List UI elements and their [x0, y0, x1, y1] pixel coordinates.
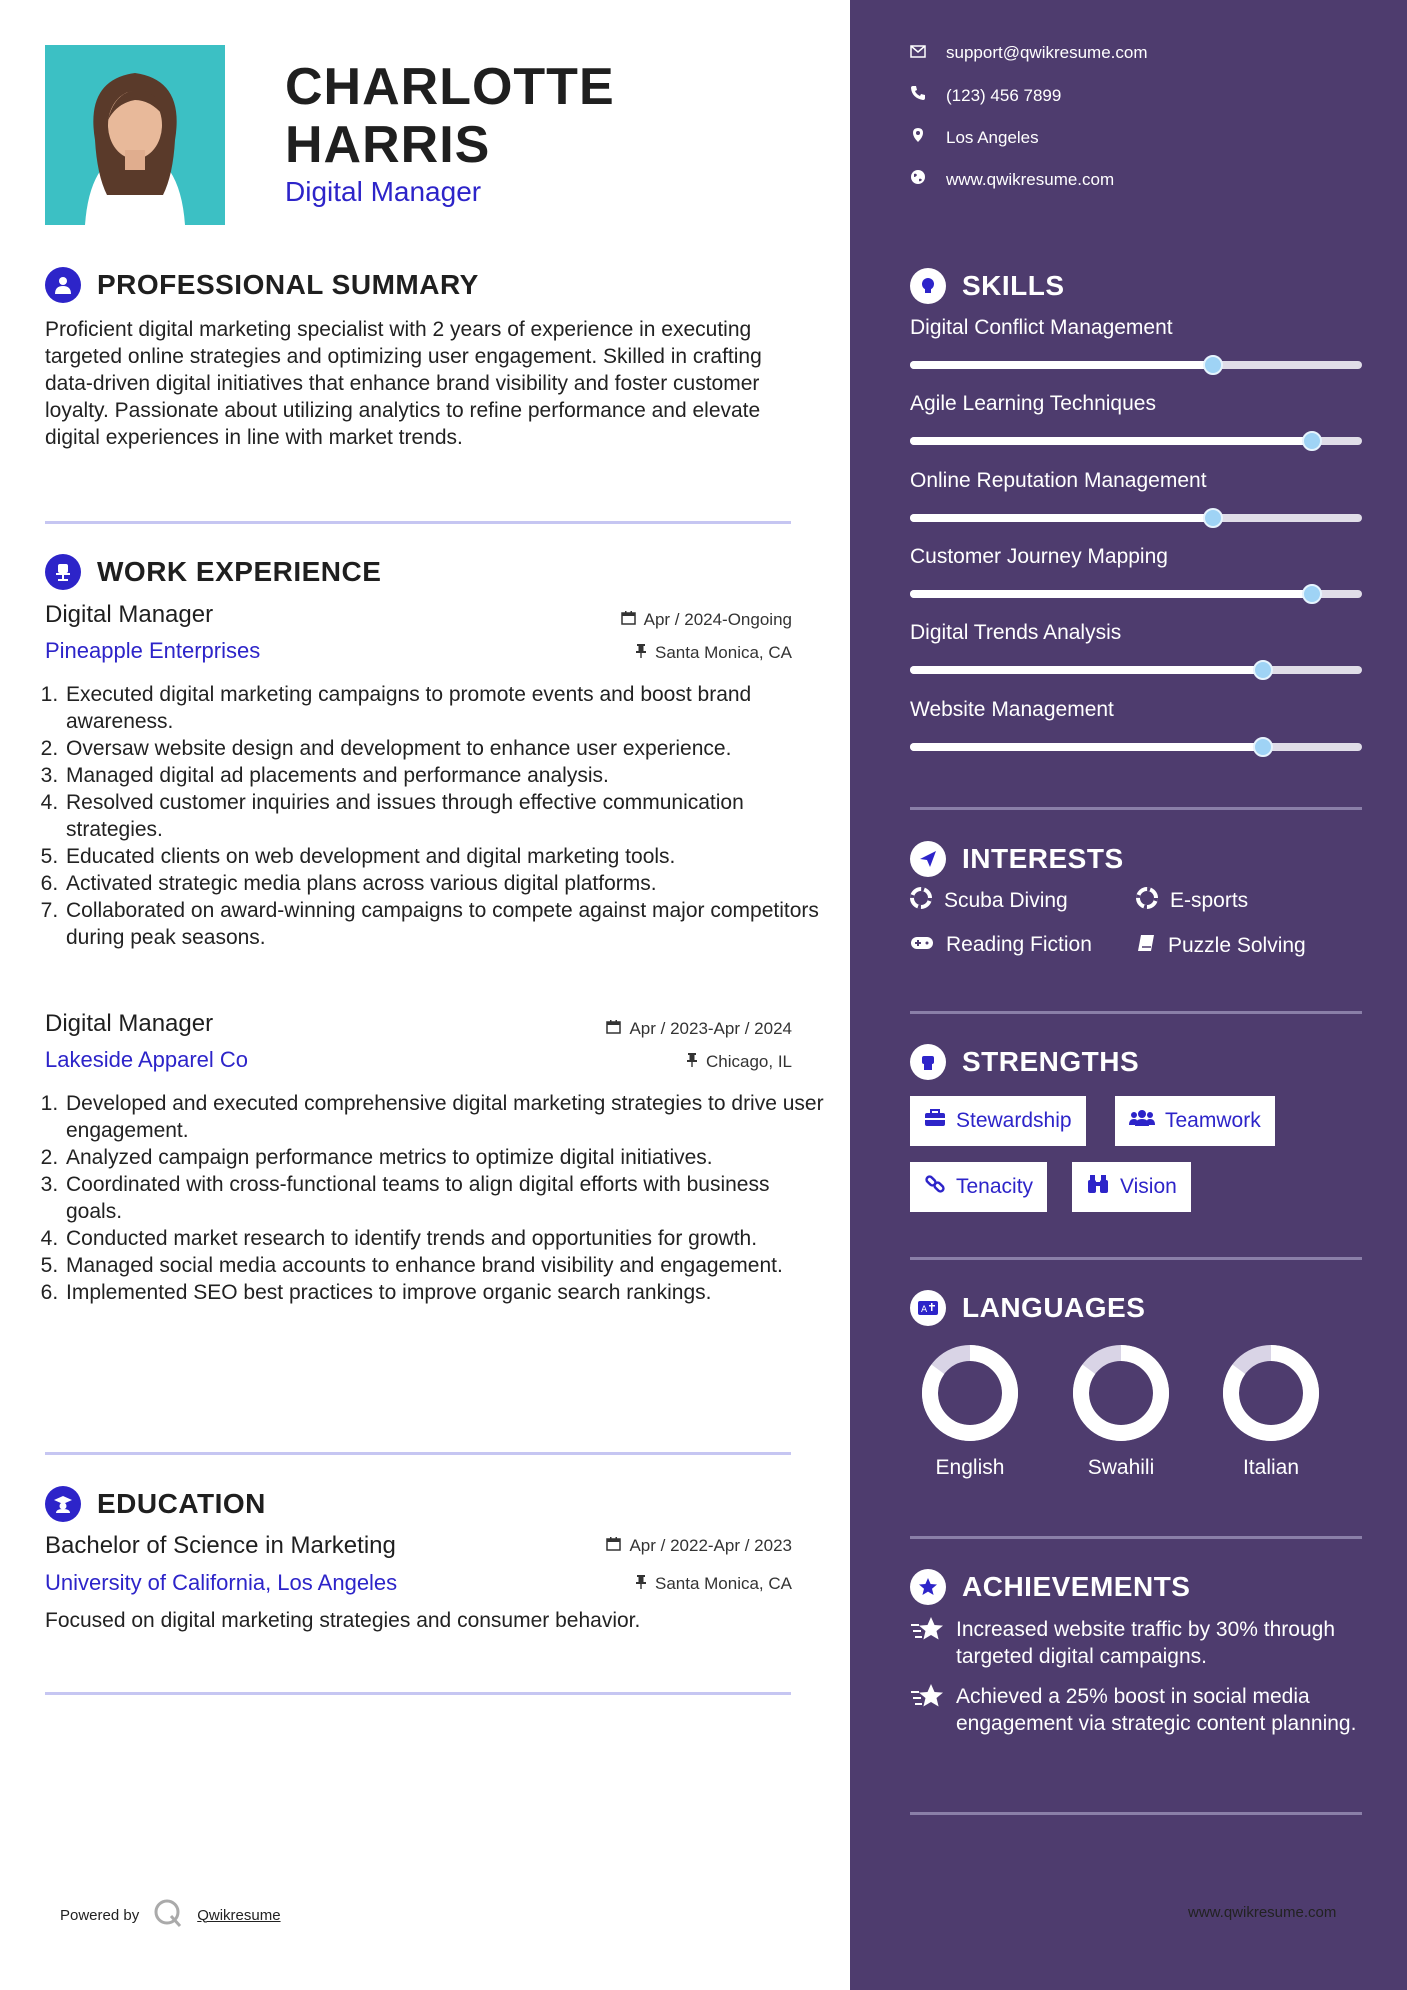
achievement-text: Increased website traffic by 30% through targeted digital campaigns. [956, 1618, 1335, 1668]
summary-heading [45, 267, 479, 303]
pin-icon [635, 643, 647, 663]
skill-fill [910, 590, 1312, 598]
job-bullet: 2. Analyzed campaign performance metrics to optimize digital initiatives. [64, 1144, 824, 1171]
job-bullet: 1. Executed digital marketing campaigns to promote events and boost brand awareness. [64, 681, 824, 735]
job-bullet: 4. Resolved customer inquiries and issues through effective communication strategies. [64, 789, 824, 843]
job-location [686, 1052, 792, 1072]
strengths-heading [910, 1044, 1139, 1080]
globe-icon [910, 169, 926, 190]
education-location [635, 1574, 792, 1594]
achievements-heading [910, 1569, 1190, 1605]
interest-label: Puzzle Solving [1168, 934, 1306, 957]
job-bullets [40, 681, 824, 951]
school: University of California, Los Angeles [45, 1570, 398, 1595]
candidate-role: Digital Manager [285, 176, 482, 207]
summary-text: Proficient digital marketing specialist with 2 years of experience in executing targeted online strategies and optimizing user engagement. Skilled in crafting data-driven digital initiatives that enhance brand visibility and foster customer loyalty. Passionate about utilizing analytics to refine performance and elevate digital experiences in line with market trends. [45, 318, 762, 449]
job-bullet: 1. Developed and executed comprehensive digital marketing strategies to drive user engagement. [64, 1090, 824, 1144]
job-bullet: 3. Coordinated with cross-functional teams to align digital efforts with business goals. [64, 1171, 824, 1225]
job-location-text: Chicago, IL [706, 1052, 792, 1071]
svg-text:A: A [921, 1305, 928, 1315]
job-dates-text: Apr / 2023-Apr / 2024 [629, 1019, 792, 1038]
skill-bar [910, 361, 1362, 369]
job-bullets [40, 1090, 824, 1306]
powered-by-label: Powered by [60, 1906, 140, 1924]
work-title: WORK EXPERIENCE [97, 556, 382, 587]
location-pin-icon [910, 127, 926, 148]
skill-knob [1203, 355, 1223, 375]
interest-item [910, 933, 1092, 957]
location-text: Los Angeles [946, 127, 1039, 147]
name-first: CHARLOTTE [285, 58, 615, 116]
footer-website[interactable]: www.qwikresume.com [1188, 1904, 1337, 1921]
skill-bar [910, 743, 1362, 751]
divider [910, 1812, 1362, 1815]
divider [45, 521, 791, 524]
skill-bar [910, 590, 1362, 598]
qwikresume-logo-icon [153, 1898, 183, 1932]
education-dates-text: Apr / 2022-Apr / 2023 [629, 1536, 792, 1555]
skill-name: Online Reputation Management [910, 469, 1207, 492]
achievement-item [910, 1683, 1360, 1737]
pin-icon [686, 1052, 698, 1072]
language-ring [1071, 1343, 1171, 1443]
divider [910, 807, 1362, 810]
skill-fill [910, 743, 1263, 751]
divider [45, 1452, 791, 1455]
skills-heading [910, 268, 1065, 304]
skill-fill [910, 666, 1263, 674]
strength-tag [910, 1096, 1086, 1146]
job-bullet: 6. Implemented SEO best practices to improve organic search rankings. [64, 1279, 824, 1306]
link-icon [924, 1173, 946, 1201]
achievement-item [910, 1616, 1360, 1670]
divider [45, 1692, 791, 1695]
skill-name: Customer Journey Mapping [910, 545, 1168, 568]
interest-label: Scuba Diving [944, 889, 1068, 912]
language-label: Italian [1242, 1456, 1300, 1479]
interest-label: E-sports [1170, 889, 1249, 912]
job-location [635, 643, 792, 663]
office-chair-icon [45, 554, 81, 590]
star-icon [910, 1616, 944, 1670]
website-text: www.qwikresume.com [946, 169, 1115, 189]
contact-phone[interactable] [910, 85, 1061, 106]
strength-tag [1115, 1096, 1275, 1146]
qwikresume-link[interactable]: Qwikresume [197, 1906, 281, 1924]
languages-title: LANGUAGES [962, 1292, 1146, 1323]
language-ring [920, 1343, 1020, 1443]
divider [910, 1257, 1362, 1260]
calendar-icon [621, 610, 636, 630]
education-location-text: Santa Monica, CA [654, 1574, 792, 1593]
job-bullet: 6. Activated strategic media plans across various digital platforms. [64, 870, 824, 897]
skill-name: Agile Learning Techniques [910, 392, 1156, 415]
skills-title: SKILLS [962, 270, 1065, 301]
languages-heading [910, 1290, 1145, 1326]
language-item [1216, 1343, 1326, 1480]
translate-icon [910, 1290, 946, 1326]
divider [910, 1536, 1362, 1539]
skill-fill [910, 361, 1213, 369]
skill-bar [910, 666, 1362, 674]
strength-label: Vision [1120, 1175, 1177, 1198]
star-icon [910, 1683, 944, 1737]
footer-branding [60, 1898, 281, 1932]
interest-item [1136, 933, 1306, 959]
interest-label: Reading Fiction [946, 933, 1092, 956]
strength-tag [910, 1162, 1047, 1212]
divider [910, 1011, 1362, 1014]
fist-icon [910, 1044, 946, 1080]
job-dates-text: Apr / 2024-Ongoing [643, 610, 792, 629]
language-item [1066, 1343, 1176, 1480]
achievements-title: ACHIEVEMENTS [962, 1571, 1191, 1602]
calendar-icon [606, 1019, 621, 1039]
job-title: Digital Manager [45, 601, 214, 628]
gamepad-icon [910, 933, 934, 957]
profile-photo [45, 45, 225, 225]
strength-tag [1072, 1162, 1191, 1212]
degree: Bachelor of Science in Marketing [45, 1532, 396, 1559]
strength-label: Stewardship [956, 1109, 1072, 1132]
strength-label: Teamwork [1165, 1109, 1261, 1132]
phone-text: (123) 456 7899 [946, 85, 1062, 105]
interests-title: INTERESTS [962, 843, 1124, 874]
skill-bar [910, 437, 1362, 445]
skill-knob [1203, 508, 1223, 528]
job-bullet: 3. Managed digital ad placements and performance analysis. [64, 762, 824, 789]
skill-name: Website Management [910, 698, 1114, 721]
job-bullet: 5. Educated clients on web development and digital marketing tools. [64, 843, 824, 870]
pin-icon [635, 1574, 647, 1594]
star-badge-icon [910, 1569, 946, 1605]
book-icon [1136, 933, 1156, 959]
phone-icon [910, 85, 926, 106]
job-title: Digital Manager [45, 1010, 214, 1037]
job-bullet: 7. Collaborated on award-winning campaigns to compete against major competitors during peak seasons. [64, 897, 824, 951]
name-last: HARRIS [285, 116, 491, 174]
language-label: English [935, 1456, 1005, 1479]
interest-item [1136, 887, 1248, 915]
skill-fill [910, 514, 1213, 522]
strengths-title: STRENGTHS [962, 1046, 1140, 1077]
job-company: Pineapple Enterprises [45, 638, 261, 663]
job-bullet: 4. Conducted market research to identify trends and opportunities for growth. [64, 1225, 824, 1252]
education-description: Focused on digital marketing strategies and consumer behavior. [45, 1609, 641, 1632]
work-heading [45, 554, 381, 590]
job-location-text: Santa Monica, CA [654, 643, 792, 662]
skill-name: Digital Trends Analysis [910, 621, 1122, 644]
language-item [915, 1343, 1025, 1480]
job-bullet: 5. Managed social media accounts to enhance brand visibility and engagement. [64, 1252, 824, 1279]
skill-bar [910, 514, 1362, 522]
life-ring-icon [1136, 887, 1158, 915]
job-dates [606, 1019, 792, 1039]
language-label: Swahili [1087, 1456, 1155, 1479]
email-text: support@qwikresume.com [946, 43, 1148, 62]
user-icon [45, 267, 81, 303]
calendar-icon [606, 1536, 621, 1556]
envelope-icon [910, 43, 926, 63]
paper-plane-icon [910, 841, 946, 877]
users-icon [1129, 1109, 1155, 1133]
summary-title: PROFESSIONAL SUMMARY [97, 269, 479, 300]
contact-website[interactable] [910, 169, 1114, 190]
contact-email[interactable] [910, 43, 1148, 63]
education-title: EDUCATION [97, 1488, 266, 1519]
binoculars-icon [1086, 1174, 1110, 1200]
job-dates [621, 610, 792, 630]
skill-name: Digital Conflict Management [910, 316, 1173, 339]
lightbulb-icon [910, 268, 946, 304]
skill-knob [1253, 660, 1273, 680]
skill-knob [1253, 737, 1273, 757]
job-company: Lakeside Apparel Co [45, 1047, 249, 1072]
skill-fill [910, 437, 1312, 445]
education-heading [45, 1486, 266, 1522]
candidate-name [285, 58, 615, 174]
contact-location [910, 127, 1039, 148]
strength-label: Tenacity [956, 1175, 1034, 1198]
education-dates [606, 1536, 792, 1556]
job-bullet: 2. Oversaw website design and development to enhance user experience. [64, 735, 824, 762]
interests-heading [910, 841, 1124, 877]
graduate-icon [45, 1486, 81, 1522]
interest-item [910, 887, 1068, 915]
briefcase-icon [924, 1109, 946, 1133]
life-ring-icon [910, 887, 932, 915]
achievement-text: Achieved a 25% boost in social media engagement via strategic content planning. [956, 1685, 1357, 1735]
language-ring [1221, 1343, 1321, 1443]
